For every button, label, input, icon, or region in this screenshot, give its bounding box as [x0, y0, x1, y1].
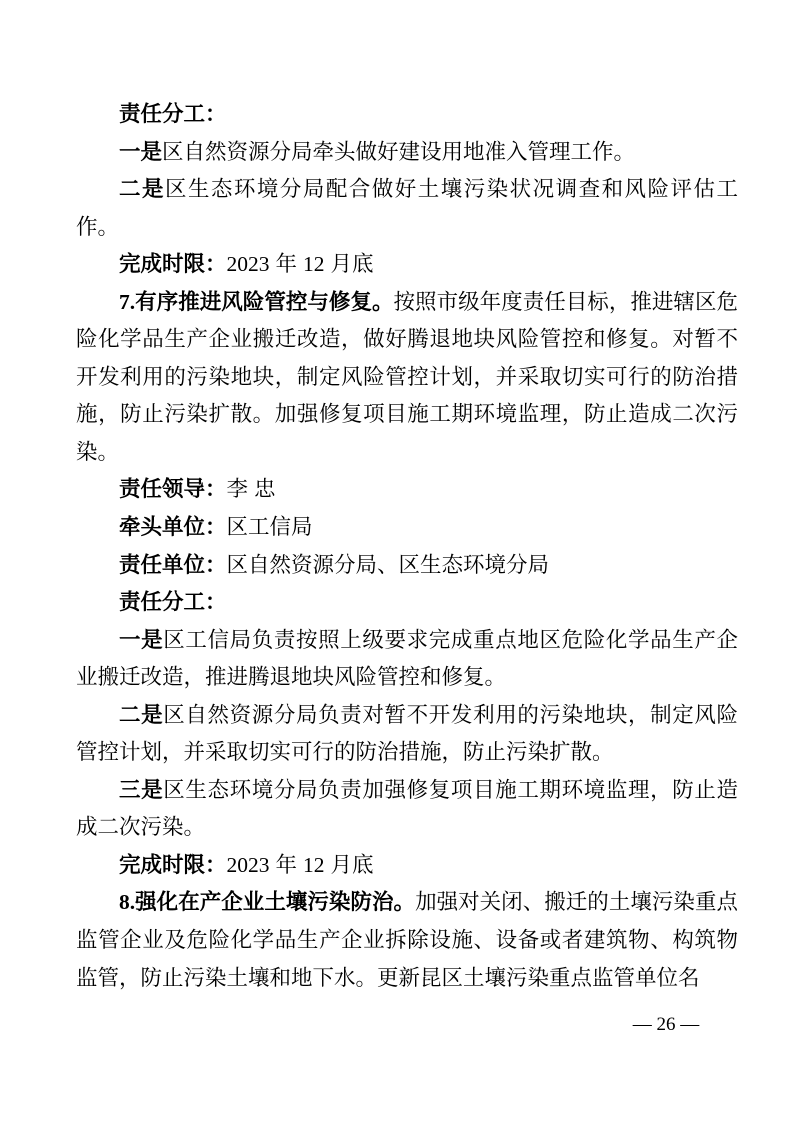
deadline-label: 完成时限： — [119, 852, 227, 877]
kv-label: 责任领导： — [119, 477, 227, 502]
deadline-year-unit: 年 — [269, 252, 303, 277]
item-line-4 — [76, 697, 738, 772]
deadline-year: 2023 — [226, 252, 270, 277]
label-line-responsibility-division-2 — [76, 584, 738, 622]
paragraph-title: 有序推进风险管控与修复。 — [135, 289, 394, 314]
item-lead: 二是 — [119, 702, 164, 727]
kv-value: 区工信局 — [226, 515, 313, 540]
paragraph-number: 7. — [119, 289, 136, 314]
numbered-paragraph-7 — [76, 284, 738, 472]
numbered-paragraph-8 — [76, 884, 738, 997]
kv-label: 牵头单位： — [119, 515, 227, 540]
item-text: 区工信局负责按照上级要求完成重点地区危险化学品生产企业搬迁改造，推进腾退地块风险管控和修复。 — [76, 627, 738, 690]
item-text: 区生态环境分局负责加强修复项目施工期环境监理，防止造成二次污染。 — [76, 777, 738, 840]
deadline-label: 完成时限： — [119, 252, 227, 277]
item-lead: 一是 — [119, 139, 163, 164]
paragraph-number: 8. — [119, 890, 136, 915]
paragraph-title: 强化在产企业土壤污染防治。 — [135, 890, 416, 915]
kv-line-responsible-leader — [76, 471, 738, 509]
item-lead: 二是 — [119, 177, 165, 202]
item-text: 区自然资源分局负责对暂不开发利用的污染地块，制定风险管控计划，并采取切实可行的防治措施，防止污染扩散。 — [76, 702, 738, 765]
paragraph-text: 加强对关闭、搬迁的土壤污染重点监管企业及危险化学品生产企业拆除设施、设备或者建筑物、构筑物监管，防止污染土壤和地下水。更新昆区土壤污染重点监管单位名 — [76, 890, 738, 990]
deadline-month-unit: 月底 — [324, 252, 374, 277]
item-text: 区生态环境分局配合做好土壤污染状况调查和风险评估工作。 — [76, 177, 738, 239]
kv-line-lead-unit — [76, 509, 738, 547]
item-text: 区自然资源分局牵头做好建设用地准入管理工作。 — [162, 139, 636, 164]
label-line-responsibility-division — [76, 96, 738, 134]
page-number-text: — 26 — — [632, 1014, 700, 1032]
item-line-2 — [76, 171, 738, 246]
deadline-line-2 — [76, 847, 738, 885]
kv-label: 责任单位： — [119, 552, 227, 577]
deadline-line-1 — [76, 246, 738, 284]
item-line-3 — [76, 622, 738, 697]
kv-value: 李 忠 — [226, 477, 276, 502]
label-text: 责任分工： — [119, 102, 227, 126]
document-body — [76, 96, 738, 997]
page-number — [626, 1014, 706, 1032]
deadline-year: 2023 — [226, 852, 270, 877]
item-lead: 三是 — [119, 777, 164, 802]
kv-line-responsible-unit — [76, 547, 738, 585]
deadline-month: 12 — [302, 252, 325, 277]
deadline-year-unit: 年 — [269, 852, 303, 877]
deadline-month-unit: 月底 — [324, 852, 374, 877]
item-line-5 — [76, 772, 738, 847]
item-lead: 一是 — [119, 627, 164, 652]
paragraph-text: 按照市级年度责任目标，推进辖区危险化学品生产企业搬迁改造，做好腾退地块风险管控和修复。对暂不开发利用的污染地块，制定风险管控计划，并采取切实可行的防治措施，防止污染扩散。加强修复项目施工期环境监理，防止造成二次污染。 — [76, 289, 738, 464]
kv-value: 区自然资源分局、区生态环境分局 — [226, 552, 550, 577]
label-text: 责任分工： — [119, 590, 227, 615]
deadline-month: 12 — [302, 852, 325, 877]
item-line-1 — [76, 134, 738, 172]
